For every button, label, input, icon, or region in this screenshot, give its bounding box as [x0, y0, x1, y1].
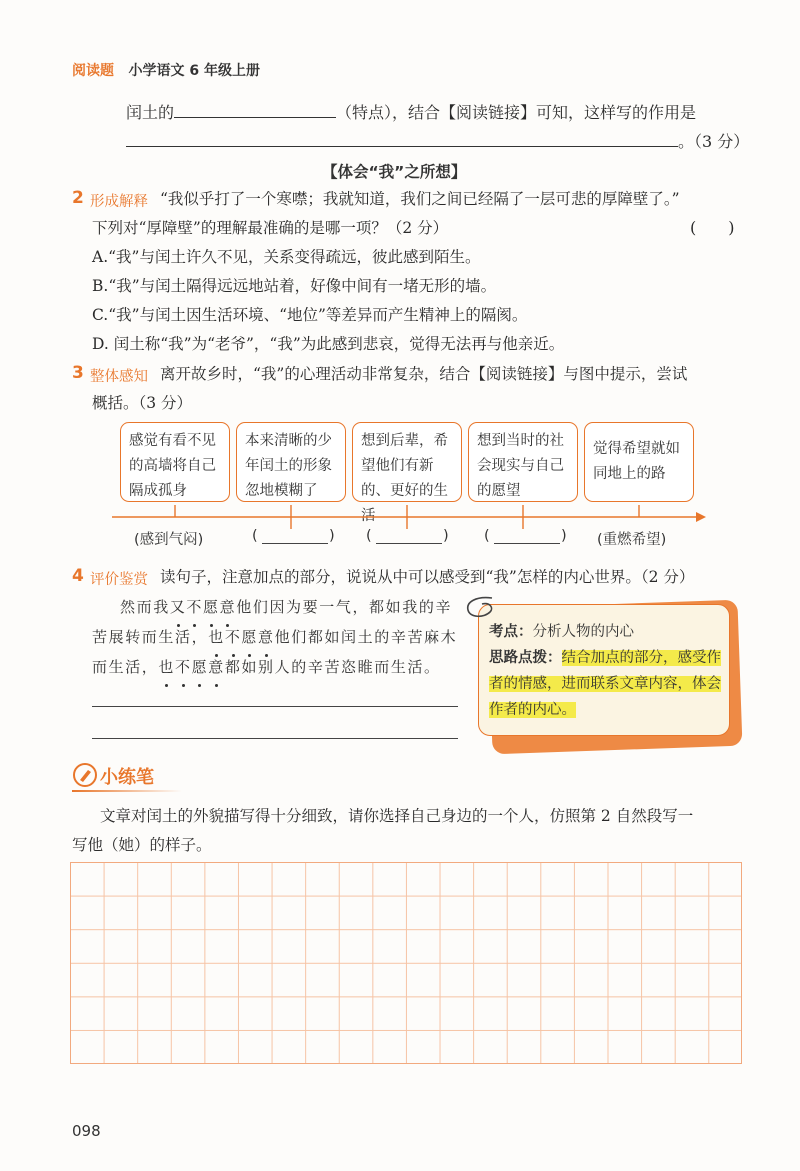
pen-icon: [72, 762, 98, 788]
header-section: 阅读题: [72, 63, 114, 79]
q4-quote-line3: 而生活，也不愿意都如别人的辛苦恣睢而生活。: [92, 652, 441, 682]
q2-stem-line2: 下列对“厚障壁”的理解最准确的是哪一项？（2 分）: [92, 219, 449, 237]
emphasis-char: 不: [225, 622, 242, 652]
q4-answer-line-2[interactable]: [92, 738, 458, 739]
q1-line1: 闰土的 （特点），结合【阅读链接】可知，这样写的作用是: [126, 103, 697, 122]
flow-box-4: 想到当时的社会现实与自己的愿望: [468, 422, 578, 502]
flow-box-2: 本来清晰的少年闰土的形象忽地模糊了: [236, 422, 346, 502]
dotted-emphasis: [208, 628, 274, 646]
flow-label-2-close: ): [329, 528, 335, 544]
emphasis-char: 也: [208, 622, 225, 652]
emphasis-char: 也: [158, 652, 175, 682]
tip-row-4: [489, 697, 721, 723]
flow-label-1: (感到气闷): [134, 532, 204, 548]
emphasis-char: 不: [175, 652, 192, 682]
tip-row-1: [489, 619, 721, 645]
emphasis-char: 愿: [203, 592, 220, 622]
q2-number: 2: [72, 188, 84, 208]
emphasis-char: 意: [220, 592, 237, 622]
q4-stem: 读句子，注意加点的部分，说说从中可以感受到“我”怎样的内心世界。（2 分）: [160, 568, 695, 586]
q4-quote-line1: 然而我又不愿意他们因为要一气，都如我的辛: [120, 592, 452, 622]
q2-option-a[interactable]: A.“我”与闰土许久不见，关系变得疏远，彼此感到陌生。: [92, 248, 481, 266]
q3-stem-line1: 离开故乡时，“我”的心理活动非常复杂，结合【阅读链接】与图中提示，尝试: [160, 365, 688, 383]
q4-tag: 评价鉴赏: [90, 572, 148, 588]
writing-grid[interactable]: [70, 862, 742, 1064]
emphasis-char: 又: [170, 592, 187, 622]
q4-number: 4: [72, 566, 84, 586]
q1-blank-1[interactable]: [174, 101, 336, 118]
practice-prompt-line2: 写他（她）的样子。: [72, 836, 212, 854]
tip-text-kaodian: 分析人物的内心: [532, 624, 634, 640]
tip-card: [478, 604, 730, 736]
flow-label-4-close: ): [561, 528, 567, 544]
header-book: 小学语文 6 年级上册: [128, 63, 260, 79]
dotted-emphasis: [158, 658, 224, 676]
q1-blank-2[interactable]: [126, 130, 678, 147]
q3-number: 3: [72, 363, 84, 383]
flow-box-1: 感觉有看不见的高墙将自己隔成孤身: [120, 422, 230, 502]
flow-label-2-open: (: [252, 528, 258, 544]
tip-label-kaodian: 考点：: [489, 624, 533, 640]
flow-blank-4[interactable]: [494, 543, 560, 544]
flow-label-5: (重燃希望): [597, 532, 667, 548]
flow-label-3-open: (: [366, 528, 372, 544]
q2-option-b[interactable]: B.“我”与闰土隔得远远地站着，好像中间有一堵无形的墙。: [92, 277, 497, 295]
flow-label-4-open: (: [484, 528, 490, 544]
emphasis-char: 不: [186, 592, 203, 622]
section-title: 【体会“我”之所想】: [322, 163, 467, 181]
q1-line2: 。（3 分）: [126, 130, 749, 152]
flow-box-3: 想到后辈，希望他们有新的、更好的生活: [352, 422, 462, 502]
tip-highlight-1: 结合加点的部分，感受作: [561, 650, 721, 666]
q4-answer-line-1[interactable]: [92, 706, 458, 707]
q2-tag: 形成解释: [90, 194, 148, 210]
paperclip-icon: [462, 594, 502, 624]
q3-tag: 整体感知: [90, 369, 148, 385]
q2-stem-line1: “我似乎打了一个寒噤；我就知道，我们之间已经隔了一层可悲的厚障壁了。”: [160, 190, 680, 208]
tip-highlight-3: 作者的内心。: [489, 702, 576, 718]
q2-option-c[interactable]: C.“我”与闰土因生活环境、“地位”等差异而产生精神上的隔阂。: [92, 306, 528, 324]
tip-row-3: [489, 671, 721, 697]
emphasis-char: 愿: [241, 622, 258, 652]
tip-row-2: [489, 645, 721, 671]
running-header: [72, 60, 260, 80]
q2-option-d[interactable]: D. 闰土称“我”为“老爷”，“我”为此感到悲哀，觉得无法再与他亲近。: [92, 335, 565, 353]
emphasis-char: 愿: [192, 652, 209, 682]
q4-quote-line2: 苦展转而生活，也不愿意他们都如闰土的辛苦麻木: [92, 622, 457, 652]
dotted-emphasis: [170, 598, 236, 616]
practice-prompt-line1: 文章对闰土的外貌描写得十分细致，请你选择自己身边的一个人，仿照第 2 自然段写一: [100, 807, 694, 825]
flow-box-5: 觉得希望就如同地上的路: [584, 422, 694, 502]
emphasis-char: 意: [208, 652, 225, 682]
practice-title-underline: [72, 790, 182, 792]
flow-blank-2[interactable]: [262, 543, 328, 544]
q2-answer-paren[interactable]: ( ): [690, 218, 735, 237]
emphasis-char: 意: [258, 622, 275, 652]
q3-stem-line2: 概括。（3 分）: [92, 394, 193, 412]
flow-label-3-close: ): [443, 528, 449, 544]
page-number: 098: [72, 1122, 101, 1140]
tip-highlight-2: 者的情感，进而联系文章内容，体会: [489, 676, 721, 692]
practice-title: 小练笔: [100, 767, 154, 788]
flow-blank-3[interactable]: [376, 543, 442, 544]
tip-label-silu: 思路点拨：: [489, 650, 562, 666]
